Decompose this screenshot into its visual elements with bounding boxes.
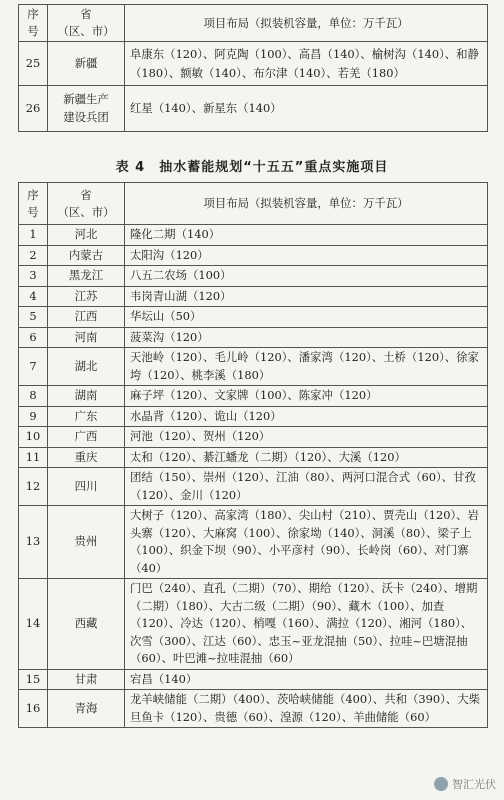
row-projects: 隆化二期（140） xyxy=(125,225,488,246)
row-province: 江西 xyxy=(48,307,125,328)
row-province: 河北 xyxy=(48,225,125,246)
table-title: 表 4 抽水蓄能规划“十五五”重点实施项目 xyxy=(115,160,389,175)
row-projects: 红星（140）、新星东（140） xyxy=(125,86,488,132)
row-no: 4 xyxy=(19,286,48,307)
row-no: 14 xyxy=(19,579,48,670)
row-province: 青海 xyxy=(48,690,125,728)
table-header-row xyxy=(19,5,488,42)
row-projects: 龙羊峡储能（二期）（400）、茨哈峡储能（400）、共和（390）、大柴旦鱼卡（120）、贵德（60）、湟源（120）、羊曲储能（60） xyxy=(125,690,488,728)
table-row xyxy=(19,506,488,579)
row-province: 广东 xyxy=(48,406,125,427)
row-province: 广西 xyxy=(48,427,125,448)
row-no: 16 xyxy=(19,690,48,728)
table-row xyxy=(19,42,488,86)
row-no: 12 xyxy=(19,468,48,506)
row-no: 5 xyxy=(19,307,48,328)
header-no: 序 号 xyxy=(19,5,48,42)
table-row xyxy=(19,266,488,287)
row-projects: 太阳沟（120） xyxy=(125,245,488,266)
header-project: 项目布局（拟装机容量，单位：万千瓦） xyxy=(125,183,488,225)
row-province: 河南 xyxy=(48,327,125,348)
row-no: 7 xyxy=(19,348,48,386)
row-no: 10 xyxy=(19,427,48,448)
table-row xyxy=(19,225,488,246)
row-province: 西藏 xyxy=(48,579,125,670)
table-row xyxy=(19,427,488,448)
wechat-icon xyxy=(434,777,448,791)
table-row xyxy=(19,468,488,506)
row-no: 8 xyxy=(19,386,48,407)
table-row xyxy=(19,286,488,307)
row-projects: 八五二农场（100） xyxy=(125,266,488,287)
row-projects: 太和（120）、綦江蟠龙（二期）（120）、大溪（120） xyxy=(125,447,488,468)
row-province: 黑龙江 xyxy=(48,266,125,287)
header-no: 序 号 xyxy=(19,183,48,225)
row-projects: 门巴（240）、直孔（二期）（70）、期给（120）、沃卡（240）、增期（二期）（180）、大古二级（二期）（90）、藏木（100）、加查（120）、冷达（120）、梢嘎（160）、满拉（120）、湘河（180）、次雪（300）、江达（60）、忠玉~亚龙混抽（50）、拉哇~巴塘混抽（60）、叶巴滩~拉哇混抽（60） xyxy=(125,579,488,670)
row-no: 25 xyxy=(19,42,48,86)
row-province: 湖北 xyxy=(48,348,125,386)
row-projects: 水晶背（120）、诡山（120） xyxy=(125,406,488,427)
row-projects: 宕昌（140） xyxy=(125,669,488,690)
table-row xyxy=(19,690,488,728)
row-projects: 团结（150）、崇州（120）、江油（80）、两河口混合式（60）、甘孜（120）、金川（120） xyxy=(125,468,488,506)
row-province: 湖南 xyxy=(48,386,125,407)
row-no: 6 xyxy=(19,327,48,348)
row-province: 新疆 xyxy=(48,42,125,86)
row-projects: 阜康东（120）、阿克陶（100）、高昌（140）、榆树沟（140）、和静（180）、额敏（140）、布尔津（140）、若羌（180） xyxy=(125,42,488,86)
table-row xyxy=(19,386,488,407)
row-projects: 麻子坪（120）、文家牌（100）、陈家冲（120） xyxy=(125,386,488,407)
header-province: 省 （区、市） xyxy=(48,5,125,42)
table-row xyxy=(19,348,488,386)
row-province: 甘肃 xyxy=(48,669,125,690)
table-header-row xyxy=(19,183,488,225)
table-row xyxy=(19,579,488,670)
watermark-text: 智汇光伏 xyxy=(452,778,496,791)
row-projects: 韦岗青山湖（120） xyxy=(125,286,488,307)
row-no: 2 xyxy=(19,245,48,266)
row-province: 新疆生产 建设兵团 xyxy=(48,86,125,132)
row-no: 9 xyxy=(19,406,48,427)
row-no: 13 xyxy=(19,506,48,579)
row-projects: 菠菜沟（120） xyxy=(125,327,488,348)
row-province: 贵州 xyxy=(48,506,125,579)
header-province: 省 （区、市） xyxy=(48,183,125,225)
row-no: 1 xyxy=(19,225,48,246)
header-project: 项目布局（拟装机容量，单位：万千瓦） xyxy=(125,5,488,42)
table-row xyxy=(19,447,488,468)
row-province: 四川 xyxy=(48,468,125,506)
row-no: 26 xyxy=(19,86,48,132)
table-row xyxy=(19,86,488,132)
table-row xyxy=(19,307,488,328)
table-row xyxy=(19,245,488,266)
row-projects: 天池岭（120）、毛儿岭（120）、潘家湾（120）、土桥（120）、徐家垮（120）、桃李溪（180） xyxy=(125,348,488,386)
row-province: 内蒙古 xyxy=(48,245,125,266)
row-projects: 河池（120）、贺州（120） xyxy=(125,427,488,448)
row-no: 15 xyxy=(19,669,48,690)
row-province: 江苏 xyxy=(48,286,125,307)
table-row xyxy=(19,327,488,348)
row-projects: 大树子（120）、高家湾（180）、尖山村（210）、贾壳山（120）、岩头寨（120）、大麻窝（100）、徐家坳（140）、洞溪（80）、梁子上（100）、织金下坝（90）、小平彦村（90）、长岭岗（60）、对门寨（40） xyxy=(125,506,488,579)
row-no: 3 xyxy=(19,266,48,287)
row-projects: 华坛山（50） xyxy=(125,307,488,328)
watermark xyxy=(434,776,496,792)
row-province: 重庆 xyxy=(48,447,125,468)
table-row xyxy=(19,406,488,427)
previous-table xyxy=(18,4,488,132)
main-table xyxy=(18,182,488,728)
row-no: 11 xyxy=(19,447,48,468)
table-row xyxy=(19,669,488,690)
